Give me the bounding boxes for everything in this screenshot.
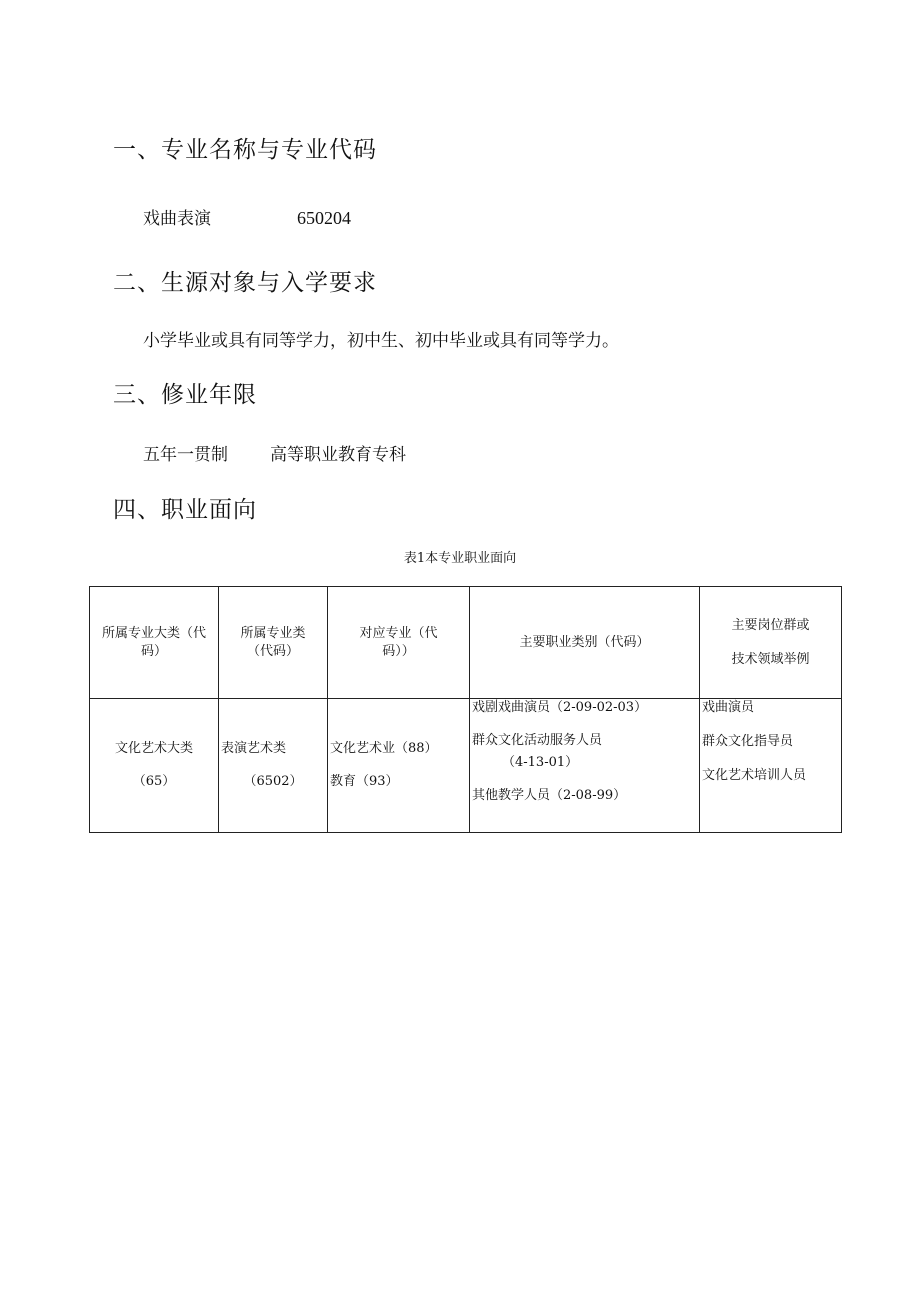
section-heading-duration: 三、修业年限 xyxy=(113,382,257,408)
header-industry-line-1: 对应专业（代 xyxy=(359,625,438,641)
industry-education: 教育（93） xyxy=(330,774,399,789)
major-class-name: 表演艺术类 xyxy=(221,741,287,756)
position-arts-trainer: 文化艺术培训人员 xyxy=(702,768,807,783)
section-heading-career: 四、职业面向 xyxy=(113,497,257,523)
duration-system: 五年一贯制 xyxy=(143,445,228,465)
header-occupations-line-1: 主要职业类别（代码） xyxy=(519,634,650,650)
table-header-row xyxy=(90,587,842,699)
cell-occupations xyxy=(470,699,700,833)
occupation-opera-actor: 戏剧戏曲演员（2-09-02-03） xyxy=(472,700,648,715)
header-major-category-line-1: 所属专业大类（代 xyxy=(101,625,206,641)
header-major-class xyxy=(219,587,328,699)
header-positions xyxy=(700,587,842,699)
cell-major-class xyxy=(219,699,328,833)
section-heading-program-name: 一、专业名称与专业代码 xyxy=(113,137,377,163)
career-orientation-table xyxy=(89,586,842,833)
program-name-line xyxy=(143,206,351,231)
table-caption: 表1本专业职业面向 xyxy=(403,551,517,566)
major-category-name: 文化艺术大类 xyxy=(114,741,193,756)
header-major-category xyxy=(90,587,219,699)
occupation-cultural-service: 群众文化活动服务人员 xyxy=(472,733,603,748)
header-positions-line-1: 主要岗位群或 xyxy=(731,617,810,633)
header-occupations xyxy=(470,587,700,699)
header-major-category-line-2: 码） xyxy=(140,643,167,659)
enrollment-requirement: 小学毕业或具有同等学力，初中生、初中毕业或具有同等学力。 xyxy=(143,331,619,351)
position-opera-actor: 戏曲演员 xyxy=(702,700,755,715)
header-major-class-line-2: （代码） xyxy=(246,643,299,659)
header-positions-line-2: 技术领域举例 xyxy=(731,651,810,667)
program-code: 650204 xyxy=(297,208,351,228)
industry-culture-arts: 文化艺术业（88） xyxy=(330,741,438,756)
major-class-code: （6502） xyxy=(243,774,303,789)
major-category-code: （65） xyxy=(132,774,176,789)
occupation-other-teaching: 其他教学人员（2-08-99） xyxy=(472,788,627,803)
section-heading-enrollment: 二、生源对象与入学要求 xyxy=(113,270,377,296)
duration-line xyxy=(143,443,406,467)
position-cultural-instructor: 群众文化指导员 xyxy=(702,734,794,749)
header-industry-line-2: 码）） xyxy=(382,643,415,659)
header-major-class-line-1: 所属专业类 xyxy=(240,625,306,641)
program-name: 戏曲表演 xyxy=(143,209,211,229)
cell-positions xyxy=(700,699,842,833)
cell-major-category xyxy=(90,699,219,833)
occupation-cultural-service-code: （4-13-01） xyxy=(502,755,579,770)
table-row xyxy=(90,699,842,833)
education-level: 高等职业教育专科 xyxy=(270,445,406,465)
cell-industry xyxy=(328,699,470,833)
header-industry xyxy=(328,587,470,699)
